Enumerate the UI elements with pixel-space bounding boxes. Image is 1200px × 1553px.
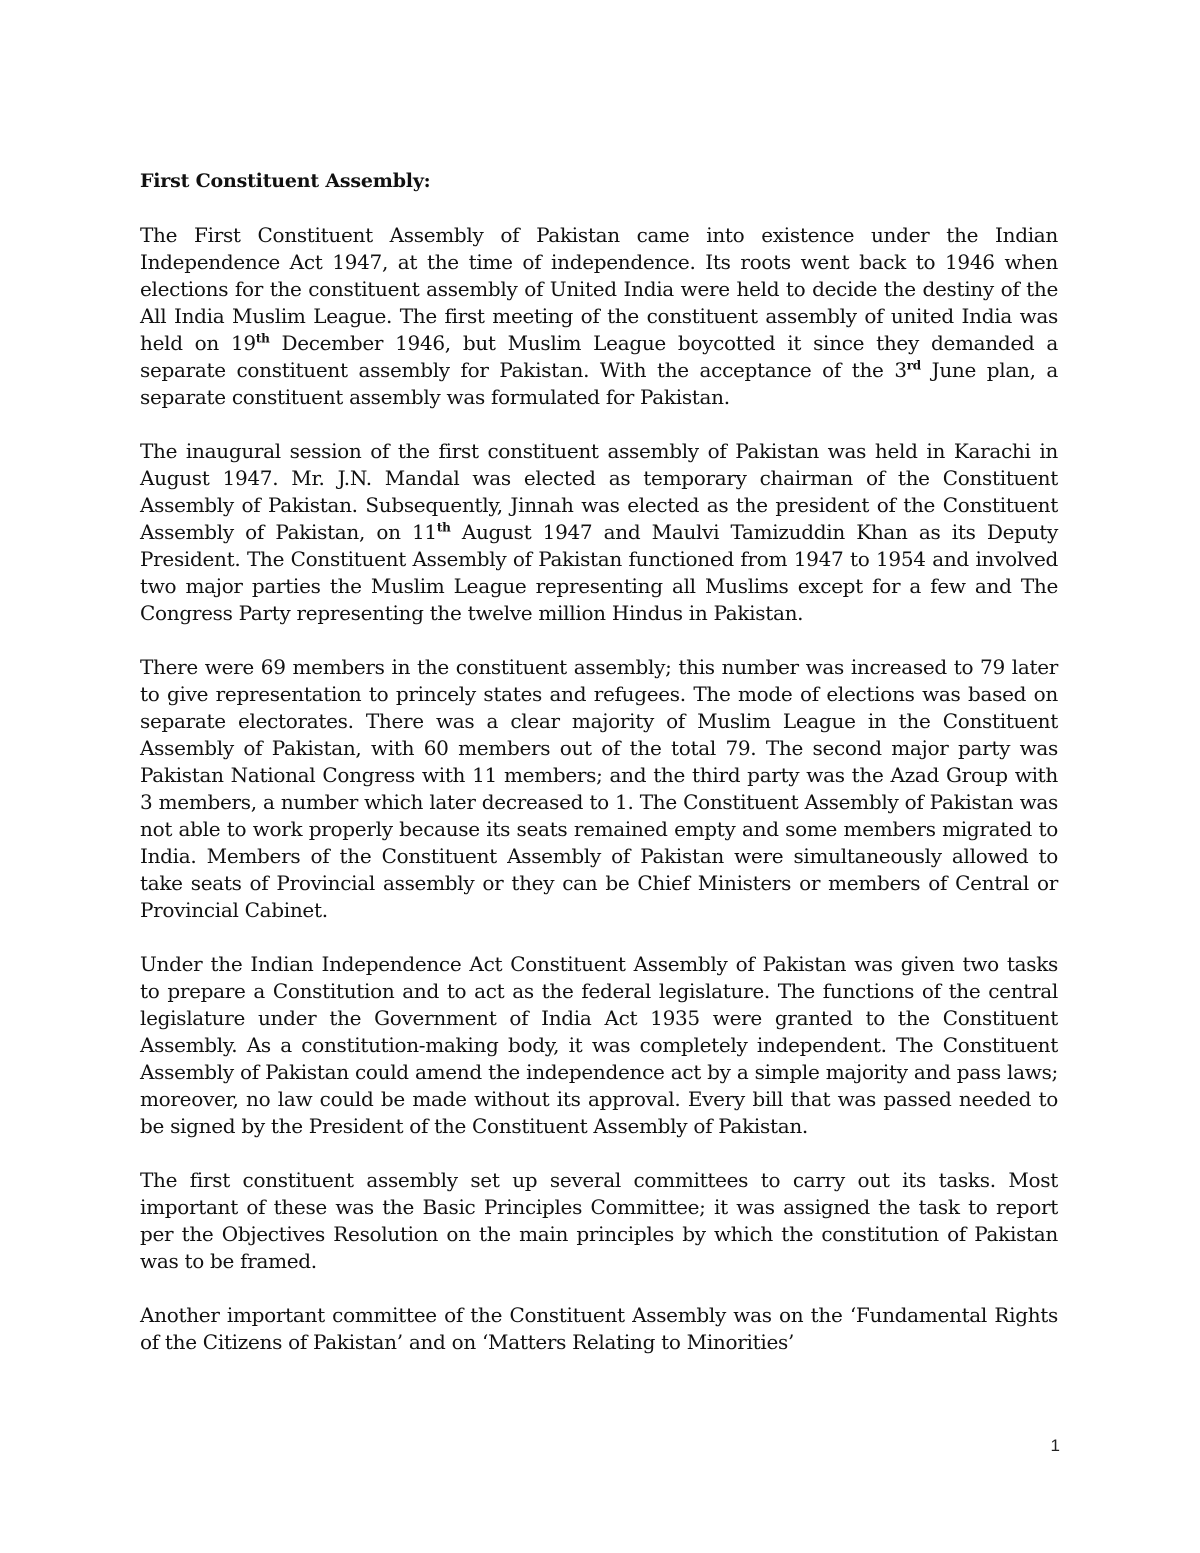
section-heading: First Constituent Assembly:	[140, 170, 431, 192]
paragraph-6: Another important committee of the Constituent Assembly was on the ‘Fundamental Rights of the Citizens of Pakistan’ and on ‘Matters Relating to Minorities’	[140, 1303, 1058, 1354]
paragraph-2	[140, 438, 1058, 627]
paragraph-1-text-a: The First Constituent Assembly of Pakistan came into existence under the Indian Independence Act 1947, at the time of independence. Its roots went back to 1946 when elections for the constituent assembly of United India were held to decide the destiny of the All India Muslim League. The first meeting of the constituent assembly of united India was held on 19	[140, 223, 1058, 355]
paragraph-1-text-c: June plan, a separate constituent assembly was formulated for Pakistan.	[140, 358, 1058, 409]
paragraph-3: There were 69 members in the constituent assembly; this number was increased to 79 later to give representation to princely states and refugees. The mode of elections was based on separate electorates. There was a clear majority of Muslim League in the Constituent Assembly of Pakistan, with 60 members out of the total 79. The second major party was Pakistan National Congress with 11 members; and the third party was the Azad Group with 3 members, a number which later decreased to 1. The Constituent Assembly of Pakistan was not able to work properly because its seats remained empty and some members migrated to India. Members of the Constituent Assembly of Pakistan were simultaneously allowed to take seats of Provincial assembly or they can be Chief Ministers or members of Central or Provincial Cabinet.	[140, 655, 1058, 922]
ordinal-suffix: rd	[906, 358, 921, 373]
ordinal-suffix: th	[436, 520, 451, 535]
document-body	[140, 168, 1058, 1383]
ordinal-suffix: th	[255, 331, 270, 346]
page-number: 1	[1050, 1436, 1060, 1455]
paragraph-1-text-b: December 1946, but Muslim League boycotted it since they demanded a separate constituent assembly for Pakistan. With the acceptance of the 3	[140, 331, 1058, 382]
paragraph-2-text-a: The inaugural session of the first constituent assembly of Pakistan was held in Karachi in August 1947. Mr. J.N. Mandal was elected as temporary chairman of the Constituent Assembly of Pakistan. Subsequently, Jinnah was elected as the president of the Constituent Assembly of Pakistan, on 11	[140, 439, 1058, 544]
paragraph-1	[140, 222, 1058, 411]
paragraph-2-text-b: August 1947 and Maulvi Tamizuddin Khan as its Deputy President. The Constituent Assembly of Pakistan functioned from 1947 to 1954 and involved two major parties the Muslim League representing all Muslims except for a few and The Congress Party representing the twelve million Hindus in Pakistan.	[140, 520, 1058, 625]
paragraph-5: The first constituent assembly set up several committees to carry out its tasks. Most important of these was the Basic Principles Committee; it was assigned the task to report per the Objectives Resolution on the main principles by which the constitution of Pakistan was to be framed.	[140, 1168, 1058, 1273]
paragraph-4: Under the Indian Independence Act Constituent Assembly of Pakistan was given two tasks to prepare a Constitution and to act as the federal legislature. The functions of the central legislature under the Government of India Act 1935 were granted to the Constituent Assembly. As a constitution-making body, it was completely independent. The Constituent Assembly of Pakistan could amend the independence act by a simple majority and pass laws; moreover, no law could be made without its approval. Every bill that was passed needed to be signed by the President of the Constituent Assembly of Pakistan.	[140, 952, 1058, 1138]
